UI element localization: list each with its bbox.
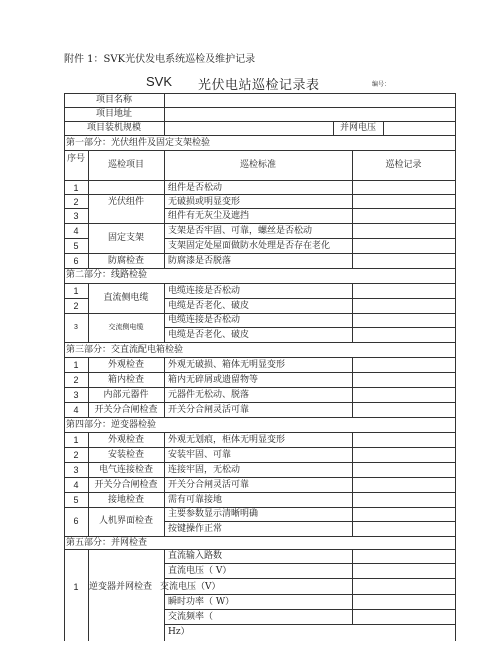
table-line [64, 477, 456, 478]
row-number: 5 [73, 241, 79, 251]
table-line [352, 283, 353, 342]
table-line [164, 238, 456, 239]
table-line [64, 372, 456, 373]
row-number: 4 [73, 405, 79, 415]
row-number: 4 [73, 480, 79, 490]
table-line [64, 150, 456, 151]
table-line [164, 563, 456, 564]
row-number: 2 [73, 197, 79, 207]
standard-text: 电缆是否老化、破皮 [168, 330, 250, 340]
row-number: 5 [73, 495, 79, 505]
row-number: 1 [73, 183, 79, 193]
standard-text: 组件是否松动 [168, 183, 223, 193]
table-line [164, 578, 456, 579]
standard-text: 连接牢固，无松动 [168, 465, 241, 475]
table-line [64, 283, 456, 284]
item-ac-cable: 交流侧电缆 [108, 323, 144, 331]
row-number: 6 [73, 256, 79, 266]
standard-text: 电缆连接是否松动 [168, 315, 241, 325]
table-line [164, 93, 165, 135]
item-electrical: 电气连接检查 [98, 465, 153, 475]
col-header-seq: 序号 [66, 154, 85, 164]
standard-text: 元器件无松动、脱落 [168, 390, 250, 400]
table-line [164, 521, 456, 522]
table-line [64, 135, 456, 136]
item-appearance: 外观检查 [107, 360, 144, 370]
project-address-label: 项目地址 [95, 109, 132, 119]
table-line [164, 594, 456, 595]
table-line [164, 194, 456, 195]
table-line [352, 357, 353, 417]
item-installation: 安装检查 [107, 450, 144, 460]
table-line [164, 327, 456, 328]
table-line [64, 107, 456, 108]
standard-text: 无破损或明显变形 [168, 197, 241, 207]
table-line [64, 121, 456, 122]
installed-capacity-label: 项目装机规模 [86, 123, 141, 133]
item-dc-cable: 直流侧电缆 [103, 293, 149, 303]
row-number: 3 [73, 211, 79, 221]
table-line [64, 417, 456, 418]
table-line [164, 208, 456, 209]
standard-text: 直流输入路数 [168, 551, 223, 561]
table-line [64, 492, 456, 493]
standard-text: 外观无破损、箱体无明显变形 [168, 360, 286, 370]
item-corrosion: 防腐检查 [107, 256, 144, 266]
standard-text: Hz） [168, 627, 190, 637]
table-line [64, 313, 456, 314]
item-components: 内部元器件 [103, 390, 149, 400]
table-line [64, 387, 456, 388]
col-header-standard: 巡检标准 [239, 160, 276, 170]
col-header-item: 巡检项目 [107, 160, 144, 170]
table-line [64, 402, 456, 403]
row-number: 3 [73, 390, 79, 400]
item-switch: 开关分合闸检查 [94, 405, 158, 415]
table-line [88, 283, 89, 342]
table-line [64, 238, 88, 239]
section-heading-part3: 第三部分：交直流配电箱检验 [66, 345, 184, 355]
table-line [352, 549, 353, 624]
table-line [164, 609, 456, 610]
table-line [352, 432, 353, 536]
standard-text: 支架固定处屋面做防水处理是否存在老化 [168, 241, 331, 251]
table-line [164, 549, 165, 641]
table-line [455, 93, 456, 641]
standard-text: 开关分合闸灵活可靠 [168, 480, 250, 490]
doc-number-label: 编号： [372, 81, 391, 88]
table-line [64, 208, 88, 209]
standard-text: 组件有无灰尘及遮挡 [168, 211, 250, 221]
table-line [164, 357, 165, 417]
table-line [64, 432, 456, 433]
standard-text: 需有可靠接地 [168, 495, 223, 505]
standard-text: 交流频率（ [168, 612, 214, 622]
item-pv-module: 光伏组件 [107, 197, 144, 207]
table-line [64, 194, 164, 195]
standard-text: 瞬时功率（ W） [168, 597, 235, 607]
row-number: 1 [73, 286, 79, 296]
row-number: 3 [73, 465, 79, 475]
table-line [64, 536, 456, 537]
item-fixed-bracket: 固定支架 [107, 233, 144, 243]
project-name-label: 项目名称 [95, 95, 132, 105]
item-grounding: 接地检查 [107, 495, 144, 505]
item-inside-box: 箱内检查 [107, 375, 144, 385]
table-line [164, 624, 456, 625]
table-line [64, 507, 456, 508]
table-line [383, 121, 384, 135]
standard-text: 电缆是否老化、破皮 [168, 301, 250, 311]
standard-text: 直流电压（ V） [168, 566, 232, 576]
standard-text: 按键操作正常 [168, 524, 223, 534]
row-number: 2 [73, 450, 79, 460]
standard-text: 防腐漆是否脱落 [168, 256, 232, 266]
standard-text: 安装牢固、可靠 [168, 450, 232, 460]
row-number: 4 [73, 226, 79, 236]
item-hmi: 人机界面检查 [98, 516, 153, 526]
standard-text: 主要参数显示清晰明确 [168, 509, 259, 519]
row-number: 1 [73, 360, 79, 370]
section-heading-part5: 第五部分：并网检查 [66, 538, 148, 548]
table-line [64, 357, 456, 358]
table-line [64, 447, 456, 448]
row-number: 3 [74, 324, 78, 331]
table-line [64, 549, 456, 550]
row-number: 1 [73, 435, 79, 445]
item-switch: 开关分合闸检查 [94, 480, 158, 490]
section-heading-part4: 第四部分：逆变器检验 [66, 420, 157, 430]
attachment-line: 附件 1：SVK光伏发电系统巡检及维护记录 [64, 54, 256, 65]
table-line [88, 549, 89, 641]
overflow-text: 交流电压（V） [160, 582, 221, 592]
table-line [64, 462, 456, 463]
row-number: 2 [73, 301, 79, 311]
standard-text: 开关分合闸灵活可靠 [168, 405, 250, 415]
standard-text: 支架是否牢固、可靠，螺丝是否松动 [168, 226, 313, 236]
row-number: 2 [73, 375, 79, 385]
table-line [64, 298, 88, 299]
grid-voltage-label: 并网电压 [339, 123, 376, 133]
table-line [64, 342, 456, 343]
table-line [164, 283, 165, 342]
col-header-record: 巡检记录 [385, 160, 422, 170]
table-line [164, 432, 165, 536]
table-line [64, 253, 456, 254]
title-svk: SVK [146, 74, 173, 89]
section-heading-part1: 第一部分：光伏组件及固定支架检验 [66, 138, 211, 148]
table-line [64, 223, 456, 224]
item-grid-inverter: 逆变器并网检查 [89, 582, 153, 592]
page-title: 光伏电站巡检记录表 [198, 78, 320, 93]
table-line [64, 180, 456, 181]
standard-text: 电缆连接是否松动 [168, 286, 241, 296]
table-line [164, 298, 456, 299]
table-line [64, 268, 456, 269]
table-line [64, 93, 456, 94]
section-heading-part2: 第二部分：线路检验 [66, 270, 148, 280]
row-number: 1 [73, 582, 79, 592]
standard-text: 外观无划痕，柜体无明显变形 [168, 435, 286, 445]
standard-text: 箱内无碎屑或遗留物等 [168, 375, 259, 385]
item-appearance: 外观检查 [107, 435, 144, 445]
row-number: 6 [73, 516, 79, 526]
